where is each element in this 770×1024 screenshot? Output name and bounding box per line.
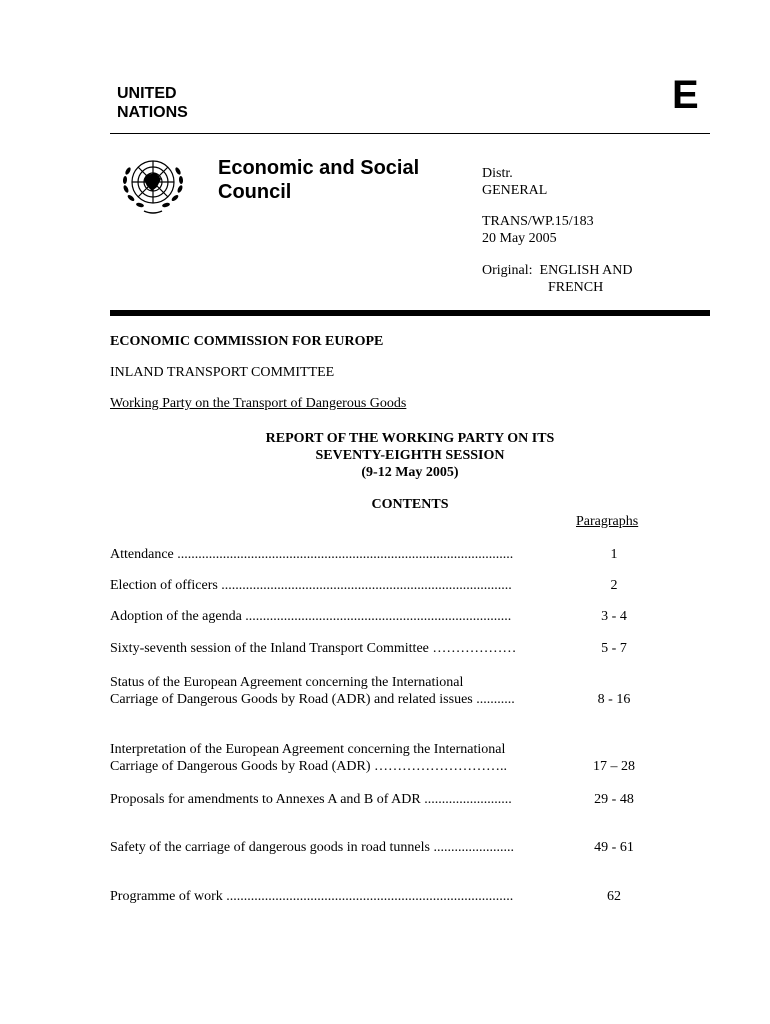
distr-label: Distr. xyxy=(482,166,513,181)
toc-entry-adr-interpretation xyxy=(110,741,560,775)
organization-name-line1: UNITED xyxy=(117,85,177,102)
organization-name xyxy=(117,84,188,122)
toc-paragraphs: 49 - 61 xyxy=(594,840,634,855)
toc-entry-programme: Programme of work .................................................................................. xyxy=(110,889,514,904)
document-date: 20 May 2005 xyxy=(482,231,557,246)
council-name xyxy=(218,156,419,204)
report-title xyxy=(110,430,710,481)
original-label: Original: xyxy=(482,263,533,278)
toc-paragraphs: 2 xyxy=(610,578,618,593)
toc-paragraphs: 62 xyxy=(607,889,621,904)
toc-entry-amendments: Proposals for amendments to Annexes A and B of ADR ......................... xyxy=(110,792,512,807)
original-value: ENGLISH AND xyxy=(539,263,633,278)
document-symbol: TRANS/WP.15/183 xyxy=(482,214,594,229)
original-value-continued: FRENCH xyxy=(548,280,604,295)
toc-entry-itc-session: Sixty-seventh session of the Inland Transport Committee ……………… xyxy=(110,641,517,656)
toc-entry-line: Interpretation of the European Agreement concerning the International xyxy=(110,742,506,757)
header-divider xyxy=(110,133,710,134)
report-title-line2: SEVENTY-EIGHTH SESSION xyxy=(315,448,505,463)
thick-divider xyxy=(110,310,710,316)
council-name-line1: Economic and Social xyxy=(218,157,420,179)
paragraphs-column-label: Paragraphs xyxy=(576,514,639,529)
committee-heading: INLAND TRANSPORT COMMITTEE xyxy=(110,365,335,380)
distribution-value: GENERAL xyxy=(482,183,548,198)
toc-paragraphs: 3 - 4 xyxy=(601,609,627,624)
toc-paragraphs: 29 - 48 xyxy=(594,792,634,807)
toc-entry-line: Carriage of Dangerous Goods by Road (ADR) and related issues ........... xyxy=(110,692,515,707)
distribution-block xyxy=(482,165,547,199)
toc-paragraphs: 17 – 28 xyxy=(593,759,635,774)
toc-entry-agenda: Adoption of the agenda ............................................................................ xyxy=(110,609,512,624)
symbol-block xyxy=(482,213,594,247)
original-language-block xyxy=(482,262,633,296)
un-emblem-icon xyxy=(116,153,190,217)
toc-entry-line: Carriage of Dangerous Goods by Road (ADR) ……………………….. xyxy=(110,759,507,774)
toc-entry-attendance: Attendance ................................................................................................ xyxy=(110,547,514,562)
report-title-line1: REPORT OF THE WORKING PARTY ON ITS xyxy=(265,431,555,446)
toc-entry-tunnels: Safety of the carriage of dangerous goods in road tunnels ....................... xyxy=(110,840,514,855)
contents-title: CONTENTS xyxy=(371,497,449,512)
toc-paragraphs: 8 - 16 xyxy=(597,692,631,707)
working-party-heading: Working Party on the Transport of Dangerous Goods xyxy=(110,396,407,411)
council-name-line2: Council xyxy=(218,181,292,203)
organization-name-line2: NATIONS xyxy=(117,104,188,121)
toc-entry-line: Status of the European Agreement concerning the International xyxy=(110,675,464,690)
toc-entry-adr-status xyxy=(110,674,560,708)
language-code: E xyxy=(672,73,699,117)
commission-heading: ECONOMIC COMMISSION FOR EUROPE xyxy=(110,334,384,349)
toc-entry-election: Election of officers ................................................................................... xyxy=(110,578,512,593)
toc-paragraphs: 1 xyxy=(610,547,618,562)
report-title-line3: (9-12 May 2005) xyxy=(361,465,459,480)
toc-paragraphs: 5 - 7 xyxy=(601,641,627,656)
